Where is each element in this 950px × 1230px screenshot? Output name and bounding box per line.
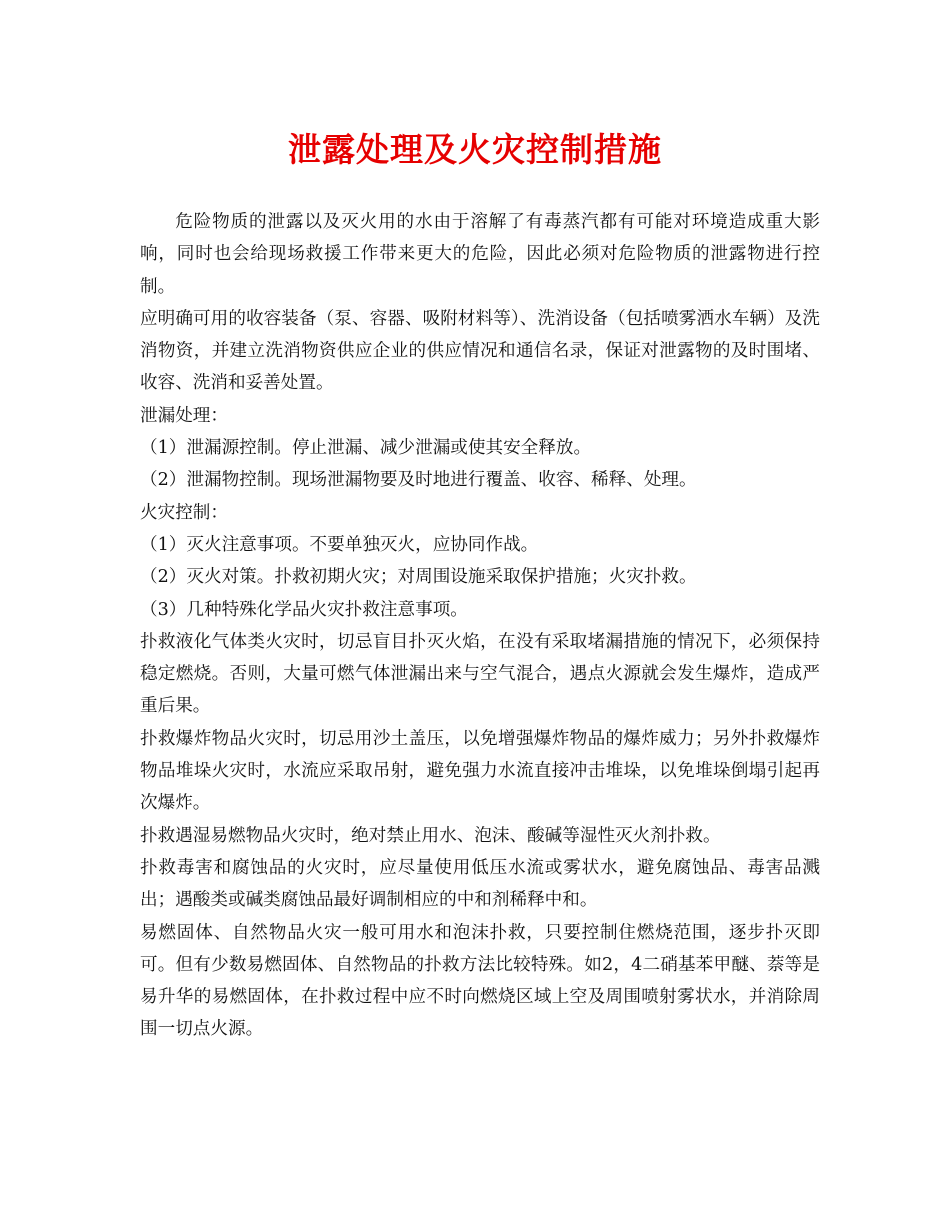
list-item-fire-notes: （1）灭火注意事项。不要单独灭火，应协同作战。 <box>140 534 539 555</box>
list-item-leak-source: （1）泄漏源控制。停止泄漏、减少泄漏或使其安全释放。 <box>140 438 592 459</box>
paragraph-equipment: 应明确可用的收容装备（泵、容器、吸附材料等）、洗消设备（包括喷雾洒水车辆）及洗消物资，并建立洗消物资供应企业的供应情况和通信名录，保证对泄露物的及时围堵、收容、洗消和妥善处置。 <box>140 308 820 394</box>
document-title: 泄露处理及火灾控制措施 <box>288 130 662 169</box>
paragraph-water-reactive: 扑救遇湿易燃物品火灾时，绝对禁止用水、泡沫、酸碱等湿性灭火剂扑救。 <box>140 825 721 846</box>
list-item-special-chemicals: （3）几种特殊化学品火灾扑救注意事项。 <box>140 599 468 620</box>
list-item-leak-material: （2）泄漏物控制。现场泄漏物要及时地进行覆盖、收容、稀释、处理。 <box>140 470 697 491</box>
paragraph-flammable-solids: 易燃固体、自然物品火灾一般可用水和泡沫扑救，只要控制住燃烧范围，逐步扑灭即可。但有少数易燃固体、自然物品的扑救方法比较特殊。如2，4二硝基苯甲醚、萘等是易升华的易燃固体，在扑救过程中应不时向燃烧区域上空及周围喷射雾状水，并消除周围一切点火源。 <box>140 922 820 1040</box>
paragraph-toxic-corrosive: 扑救毒害和腐蚀品的火灾时，应尽量使用低压水流或雾状水，避免腐蚀品、毒害品溅出；遇酸类或碱类腐蚀品最好调制相应的中和剂稀释中和。 <box>140 857 820 911</box>
list-item-fire-measures: （2）灭火对策。扑救初期火灾；对周围设施采取保护措施；火灾扑救。 <box>140 567 697 588</box>
paragraph-explosives: 扑救爆炸物品火灾时，切忌用沙土盖压，以免增强爆炸物品的爆炸威力；另外扑救爆炸物品堆垛火灾时，水流应采取吊射，避免强力水流直接冲击堆垛，以免堆垛倒塌引起再次爆炸。 <box>140 728 820 814</box>
paragraph-liquefied-gas: 扑救液化气体类火灾时，切忌盲目扑灭火焰，在没有采取堵漏措施的情况下，必须保持稳定燃烧。否则，大量可燃气体泄漏出来与空气混合，遇点火源就会发生爆炸，造成严重后果。 <box>140 631 820 717</box>
heading-leak-handling: 泄漏处理： <box>140 405 228 426</box>
heading-fire-control: 火灾控制： <box>140 502 228 523</box>
document-body <box>140 206 820 1046</box>
paragraph-intro: 危险物质的泄露以及灭火用的水由于溶解了有毒蒸汽都有可能对环境造成重大影响，同时也会给现场救援工作带来更大的危险，因此必须对危险物质的泄露物进行控制。 <box>140 212 820 297</box>
